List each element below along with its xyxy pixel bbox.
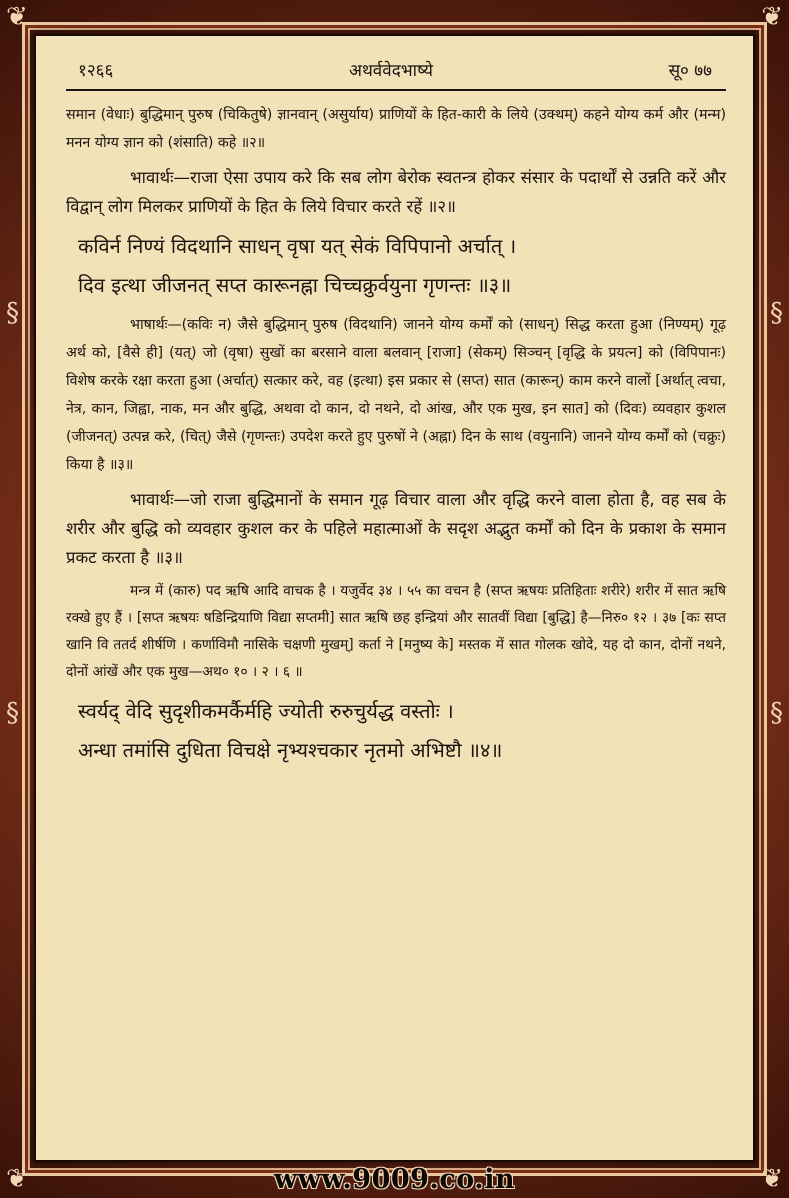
bhavartha-paragraph: भावार्थः—जो राजा बुद्धिमानों के समान गूढ़ विचार वाला और वृद्धि करने वाला होता है, वह सब के शरीर और बुद्धि को व्यवहार कुशल कर के पहिले महात्माओं के सदृश अद्भुत कर्मों को दिन के प्रकाश के समान प्रकट करता है ॥३॥ bbox=[66, 490, 726, 567]
header-rule bbox=[66, 89, 726, 91]
side-ornament-icon: § bbox=[6, 698, 19, 728]
page-number: १२६६ bbox=[78, 61, 114, 81]
mantra-line: कविर्न निण्यं विदथानि साधन् वृषा यत् सेकं विपिपानो अर्चात् । bbox=[78, 234, 517, 258]
side-ornament-icon: § bbox=[770, 298, 783, 328]
corner-ornament-icon: ❦ bbox=[6, 1164, 28, 1194]
bhashya-paragraph: भाषार्थः—(कविः न) जैसे बुद्धिमान् पुरुष (विदथानि) जानने योग्य कर्मों को (साधन्) सिद्ध करता हुआ (निण्यम्) गूढ़ अर्थ को, [वैसे ही] (यत्) जो (वृषा) सुखों का बरसाने वाला बलवान् [राजा] (सेकम्) सिञ्चन् [वृद्धि के प्रयत्न] को (विपिपानः) विशेष करके रक्षा करता हुआ (अर्चात्) सत्कार करे, वह (इत्था) इस प्रकार से (सप्त) सात (कारून्) काम करने वालों [अर्थात् त्वचा, नेत्र, कान, जिह्वा, नाक, मन और बुद्धि, अथवा दो कान, दो नथने, दो आंख, और एक मुख, इन सात] को (दिवः) व्यवहार कुशल (जीजनत्) उत्पन्न करे, (चित्) जैसे (गृणन्तः) उपदेश करते हुए पुरुषों ने (अह्ना) दिन के साथ (वयुनानि) जानने योग्य कर्मों को (चक्रुः) किया है ॥३॥ bbox=[66, 317, 726, 473]
footer-band bbox=[36, 1160, 753, 1198]
side-ornament-icon: § bbox=[6, 298, 19, 328]
note-paragraph: मन्त्र में (कारु) पद ऋषि आदि वाचक है । यजुर्वेद ३४ । ५५ का वचन है (सप्त ऋषयः प्रतिहिताः शरीरे) शरीर में सात ऋषि रक्खे हुए हैं । [सप्त ऋषयः षडिन्द्रियाणि विद्या सप्तमी] सात ऋषि छह इन्द्रियां और सातवीं विद्या [बुद्धि] है—निरु० १२ । ३७ [कः सप्त खानि वि ततर्द शीर्षणि । कर्णाविमौ नासिके चक्षणी मुखम्] कर्ता ने [मनुष्य के] मस्तक में सात गोलक खोदे, यह दो कान, दोनों नथने, दोनों आंखें और एक मुख—अथ० १० । २ । ६ ॥ bbox=[66, 583, 726, 680]
corner-ornament-icon: ❦ bbox=[761, 2, 783, 32]
mantra-line: दिव इत्था जीजनत् सप्त कारूनह्ना चिच्चक्रुर्वयुना गृणन्तः ॥३॥ bbox=[78, 273, 512, 297]
page-content bbox=[66, 58, 726, 770]
corner-ornament-icon: ❦ bbox=[6, 2, 28, 32]
mantra-line: अन्धा तमांसि दुधिता विचक्षे नृभ्यश्चकार नृतमो अभिष्टौ ॥४॥ bbox=[78, 738, 503, 762]
commentary-paragraph: समान (वेधाः) बुद्धिमान् पुरुष (चिकितुषे) ज्ञानवान् (असुर्याय) प्राणियों के हित-कारी के लिये (उक्थम्) कहने योग्य कर्म और (मन्म) मनन योग्य ज्ञान को (शंसाति) कहे ॥२॥ bbox=[66, 107, 726, 151]
side-ornament-icon: § bbox=[770, 698, 783, 728]
website-link[interactable]: www.9009.co.in bbox=[273, 1163, 516, 1195]
mantra-line: स्वर्यद् वेदि सुदृशीकमर्कैर्महि ज्योती रुरुचुर्यद्ध वस्तोः । bbox=[78, 699, 454, 723]
page-header bbox=[66, 58, 726, 81]
bhavartha-paragraph: भावार्थः—राजा ऐसा उपाय करे कि सब लोग बेरोक स्वतन्त्र होकर संसार के पदार्थों से उन्नति करें और विद्वान् लोग मिलकर प्राणियों के हित के लिये विचार करते रहें ॥२॥ bbox=[66, 168, 726, 216]
book-title: अथर्ववेदभाष्ये bbox=[348, 61, 433, 81]
corner-ornament-icon: ❦ bbox=[761, 1164, 783, 1194]
sukta-number: सू० ७७ bbox=[668, 61, 712, 81]
